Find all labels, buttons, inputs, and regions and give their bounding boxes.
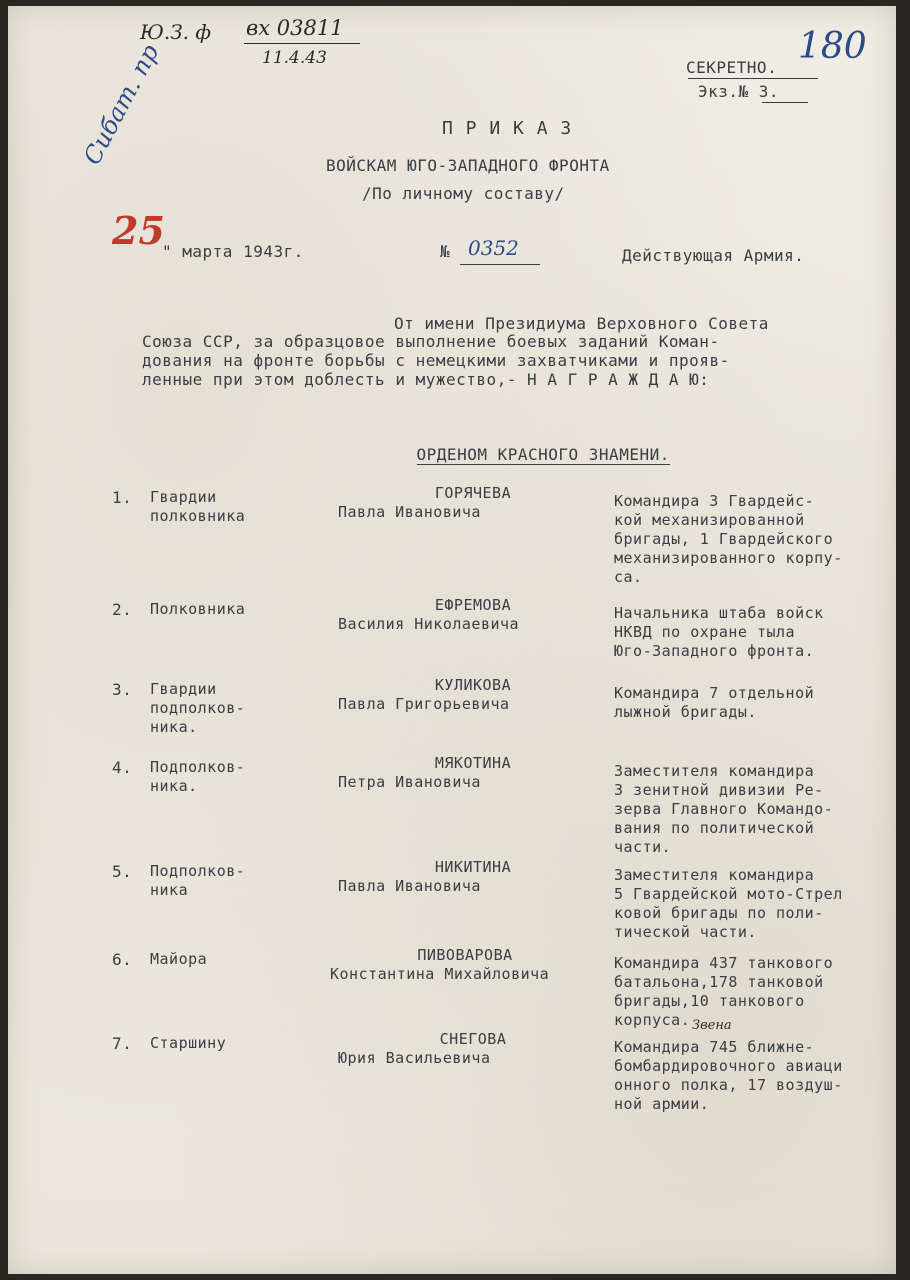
- award-post-line: бригады, 1 Гвардейского: [614, 530, 834, 548]
- award-post-line: лыжной бригады.: [614, 703, 757, 721]
- award-number: 4.: [112, 758, 133, 777]
- award-number: 3.: [112, 680, 133, 699]
- award-number: 7.: [112, 1034, 133, 1053]
- award-surname: НИКИТИНА: [434, 858, 512, 876]
- award-number: 6.: [112, 950, 133, 969]
- award-post-note: Звена: [692, 1018, 732, 1033]
- award-surname: ПИВОВАРОВА: [417, 946, 513, 964]
- award-given-names: Павла Григорьевича: [338, 695, 510, 713]
- award-post: [614, 684, 910, 722]
- award-surname: ЕФРЕМОВА: [434, 596, 512, 614]
- award-post-line: зерва Главного Командо-: [614, 800, 834, 818]
- award-post-line: тической части.: [614, 923, 757, 941]
- award-post-line: Начальника штаба войск: [614, 604, 824, 622]
- award-number: 2.: [112, 600, 133, 619]
- award-rank-line: подполков-: [150, 699, 246, 717]
- document-number: 0352: [468, 236, 519, 260]
- annotation-incoming-number: вх 03811: [246, 16, 344, 40]
- award-rank-line: Майора: [150, 950, 208, 968]
- award-rank: [150, 862, 350, 900]
- award-given-names: Константина Михайловича: [330, 965, 550, 983]
- award-rank: [150, 680, 350, 737]
- award-post-line: части.: [614, 838, 672, 856]
- document-date: " марта 1943г.: [162, 242, 304, 261]
- award-rank-line: ника.: [150, 777, 198, 795]
- award-post: [614, 954, 910, 1030]
- place: Действующая Армия.: [622, 246, 805, 265]
- award-given-names: Павла Ивановича: [338, 877, 481, 895]
- award-rank: [150, 1034, 350, 1053]
- secret-underline: [688, 78, 818, 79]
- document-title: П Р И К А З: [442, 118, 573, 139]
- award-name: [338, 754, 618, 792]
- body-line-3: дования на фронте борьбы с немецкими захватчиками и прояв-: [142, 351, 730, 370]
- award-post-line: НКВД по охране тыла: [614, 623, 796, 641]
- award-post-line: бригады,10 танкового: [614, 992, 805, 1010]
- award-post-line: Командира 3 Гвардейс-: [614, 492, 815, 510]
- award-post: [614, 604, 910, 661]
- award-rank-line: ника: [150, 881, 189, 899]
- award-name: [330, 946, 610, 984]
- page-number: 180: [798, 26, 867, 67]
- award-name: [338, 484, 618, 522]
- award-name: [338, 676, 618, 714]
- award-post-line: Заместителя командира: [614, 866, 815, 884]
- award-post-line: ковой бригады по поли-: [614, 904, 824, 922]
- document-subtitle-2: /По личному составу/: [362, 184, 565, 203]
- award-given-names: Василия Николаевича: [338, 615, 520, 633]
- award-post-line: вания по политической: [614, 819, 815, 837]
- award-surname: КУЛИКОВА: [434, 676, 512, 694]
- body-line-1: От имени Президиума Верховного Совета: [394, 314, 769, 333]
- award-post-line: 5 Гвардейской мото-Стрел: [614, 885, 843, 903]
- award-given-names: Петра Ивановича: [338, 773, 481, 791]
- annotation-divider: [244, 43, 360, 44]
- annotation-day: 25: [112, 208, 165, 253]
- secret-stamp: СЕКРЕТНО.: [686, 58, 778, 77]
- body-line-4: ленные при этом доблесть и мужество,- Н А Г Р А Ж Д А Ю:: [142, 370, 710, 389]
- award-rank-line: Подполков-: [150, 758, 246, 776]
- award-post-line: Юго-Западного фронта.: [614, 642, 815, 660]
- award-post-line: корпуса.: [614, 1011, 691, 1029]
- award-post-line: Командира 745 ближне-: [614, 1038, 815, 1056]
- award-post-line: 3 зенитной дивизии Ре-: [614, 781, 824, 799]
- award-rank-line: полковника: [150, 507, 246, 525]
- copy-number: Экз.№ 3.: [698, 82, 780, 101]
- award-post-line: Заместителя командира: [614, 762, 815, 780]
- award-post-line: батальона,178 танковой: [614, 973, 824, 991]
- award-post-line: са.: [614, 568, 643, 586]
- award-rank: [150, 600, 350, 619]
- award-rank: [150, 488, 350, 526]
- award-post: [614, 866, 910, 942]
- award-surname: ГОРЯЧЕВА: [434, 484, 512, 502]
- award-surname: МЯКОТИНА: [434, 754, 512, 772]
- award-post: [614, 1038, 910, 1114]
- section-title: [376, 426, 670, 485]
- number-prefix: №: [440, 242, 451, 261]
- copy-underline: [762, 102, 808, 103]
- document-page: [8, 6, 896, 1274]
- award-given-names: Юрия Васильевича: [338, 1049, 491, 1067]
- award-rank-line: ника.: [150, 718, 198, 736]
- award-rank-line: Гвардии: [150, 680, 217, 698]
- annotation-date: 11.4.43: [262, 48, 327, 68]
- award-rank-line: Старшину: [150, 1034, 227, 1052]
- number-underline: [460, 264, 540, 265]
- award-name: [338, 858, 618, 896]
- award-rank: [150, 758, 350, 796]
- award-number: 5.: [112, 862, 133, 881]
- award-rank-line: Гвардии: [150, 488, 217, 506]
- award-post-line: онного полка, 17 воздуш-: [614, 1076, 843, 1094]
- section-title-text: ОРДЕНОМ КРАСНОГО ЗНАМЕНИ.: [416, 445, 670, 464]
- award-name: [338, 1030, 618, 1068]
- award-given-names: Павла Ивановича: [338, 503, 481, 521]
- award-post-line: ной армии.: [614, 1095, 710, 1113]
- award-post-line: кой механизированной: [614, 511, 805, 529]
- award-post-line: бомбардировочного авиаци: [614, 1057, 843, 1075]
- annotation-side-note: Сибат. пр: [78, 39, 165, 170]
- award-post: [614, 762, 910, 857]
- award-post-line: Командира 7 отдельной: [614, 684, 815, 702]
- award-post-line: Командира 437 танкового: [614, 954, 834, 972]
- award-rank-line: Подполков-: [150, 862, 246, 880]
- award-surname: СНЕГОВА: [439, 1030, 507, 1048]
- award-post-line: механизированного корпу-: [614, 549, 843, 567]
- award-name: [338, 596, 618, 634]
- award-post: [614, 492, 910, 587]
- annotation-front: Ю.З. ф: [140, 20, 212, 44]
- award-number: 1.: [112, 488, 133, 507]
- award-rank: [150, 950, 350, 969]
- document-subtitle: ВОЙСКАМ ЮГО-ЗАПАДНОГО ФРОНТА: [326, 156, 610, 175]
- award-rank-line: Полковника: [150, 600, 246, 618]
- body-line-2: Союза ССР, за образцовое выполнение боевых заданий Коман-: [142, 332, 720, 351]
